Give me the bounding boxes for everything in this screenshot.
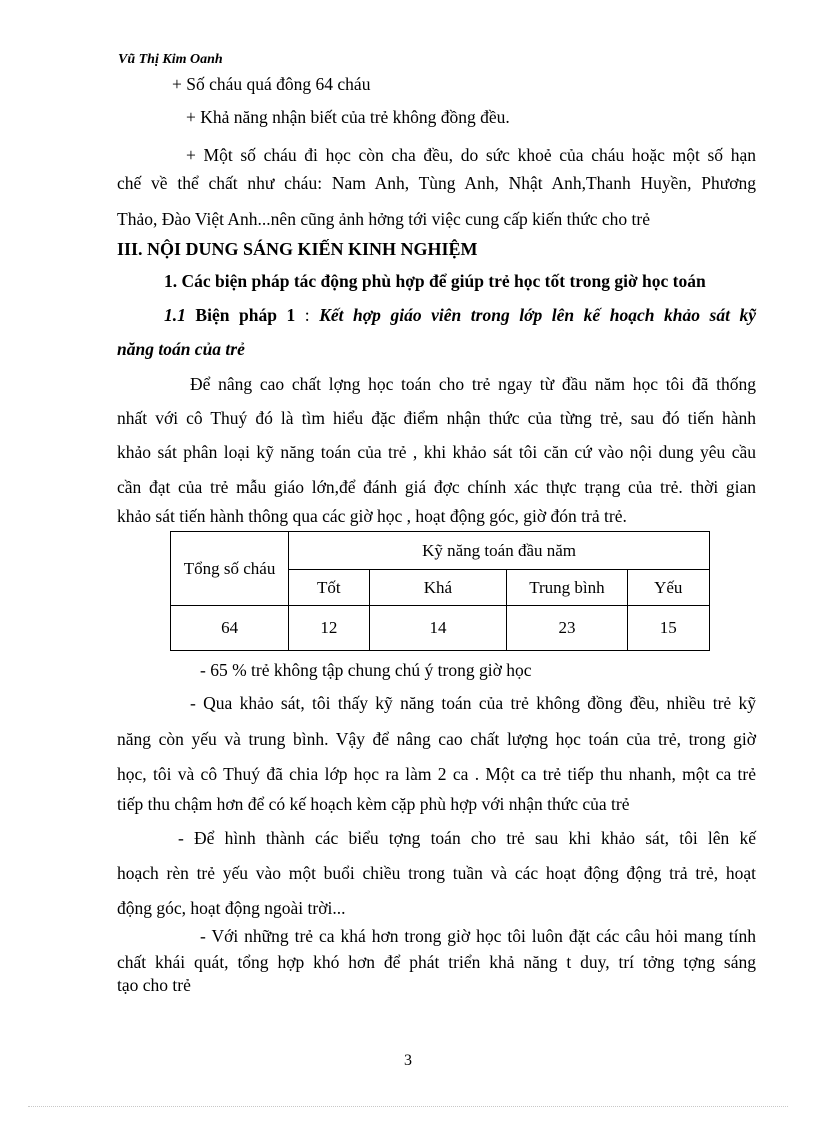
table-header-total: Tổng số cháu: [171, 532, 289, 606]
author-header: Vũ Thị Kim Oanh: [118, 52, 223, 67]
list-item: - Để hình thành các biểu tợng toán cho trẻ sau khi khảo sát, tôi lên kế: [178, 828, 756, 848]
table-header-good: Tốt: [289, 570, 369, 606]
page-number: 3: [404, 1052, 412, 1069]
list-item: - Với những trẻ ca khá hơn trong giờ học tôi luôn đặt các câu hỏi mang tính: [200, 926, 756, 946]
paragraph-line: khảo sát tiến hành thông qua các giờ học , hoạt động góc, giờ đón trả trẻ.: [117, 506, 627, 526]
measure-colon: :: [295, 305, 320, 325]
paragraph-line: khảo sát phân loại kỹ năng toán của trẻ , khi khảo sát tôi căn cứ vào nội dung yêu cầu: [117, 442, 756, 462]
paragraph-line: chế về thể chất như cháu: Nam Anh, Tùng Anh, Nhật Anh,Thanh Huyền, Phương: [117, 173, 756, 193]
measure-heading: [164, 304, 756, 326]
paragraph-line: năng còn yếu và trung bình. Vậy để nâng cao chất lượng học toán của trẻ, trong giờ: [117, 729, 756, 749]
measure-title: Kết hợp giáo viên trong lớp lên kế hoạch khảo sát kỹ: [319, 305, 757, 325]
table-cell-total: 64: [171, 606, 289, 651]
table-cell-good: 12: [289, 606, 369, 651]
measure-title-cont: năng toán của trẻ: [117, 339, 245, 359]
table-row: [171, 606, 710, 651]
table-cell-average: 23: [507, 606, 627, 651]
table-header-group: Kỹ năng toán đầu năm: [289, 532, 710, 570]
paragraph-line: Thảo, Đào Việt Anh...nên cũng ảnh hởng tới việc cung cấp kiến thức cho trẻ: [117, 209, 650, 229]
list-item: + Khả năng nhận biết của trẻ không đồng đều.: [186, 107, 510, 127]
footer-divider: [28, 1106, 788, 1107]
paragraph-line: động góc, hoạt động ngoài trời...: [117, 898, 346, 918]
list-item: + Số cháu quá đông 64 cháu: [172, 74, 371, 94]
table-header-average: Trung bình: [507, 570, 627, 606]
paragraph-line: cần đạt của trẻ mẫu giáo lớn,để đánh giá đợc chính xác thực trạng của trẻ. thời gian: [117, 477, 756, 497]
table-header-weak: Yếu: [627, 570, 709, 606]
subsection-heading: 1. Các biện pháp tác động phù hợp để giúp trẻ học tốt trong giờ học toán: [164, 271, 706, 291]
paragraph-line: tạo cho trẻ: [117, 975, 191, 995]
measure-label: Biện pháp 1: [195, 305, 296, 325]
measure-number: 1.1: [164, 305, 186, 325]
paragraph-line: chất khái quát, tổng hợp khó hơn để phát triển khả năng t duy, trí tởng tợng sáng: [117, 952, 756, 972]
table-cell-weak: 15: [627, 606, 709, 651]
table-header-fair: Khá: [369, 570, 507, 606]
list-item: - Qua khảo sát, tôi thấy kỹ năng toán của trẻ không đồng đều, nhiều trẻ kỹ: [190, 693, 756, 713]
section-heading: III. NỘI DUNG SÁNG KIẾN KINH NGHIỆM: [117, 239, 478, 259]
list-item: - 65 % trẻ không tập chung chú ý trong giờ học: [200, 660, 532, 680]
table-cell-fair: 14: [369, 606, 507, 651]
paragraph-line: tiếp thu chậm hơn để có kế hoạch kèm cặp phù hợp với nhận thức của trẻ: [117, 794, 630, 814]
paragraph-line: Để nâng cao chất lợng học toán cho trẻ ngay từ đầu năm học tôi đã thống: [190, 374, 756, 394]
list-item: + Một số cháu đi học còn cha đều, do sức khoẻ của cháu hoặc một số hạn: [186, 145, 756, 165]
paragraph-line: học, tôi và cô Thuý đã chia lớp học ra làm 2 ca . Một ca trẻ tiếp thu nhanh, một ca trẻ: [117, 764, 756, 784]
skill-survey-table: [170, 531, 710, 651]
paragraph-line: nhất với cô Thuý đó là tìm hiểu đặc điểm nhận thức của từng trẻ, sau đó tiến hành: [117, 408, 756, 428]
paragraph-line: hoạch rèn trẻ yếu vào một buổi chiều trong tuần và các hoạt động động trả trẻ, hoạt: [117, 863, 756, 883]
